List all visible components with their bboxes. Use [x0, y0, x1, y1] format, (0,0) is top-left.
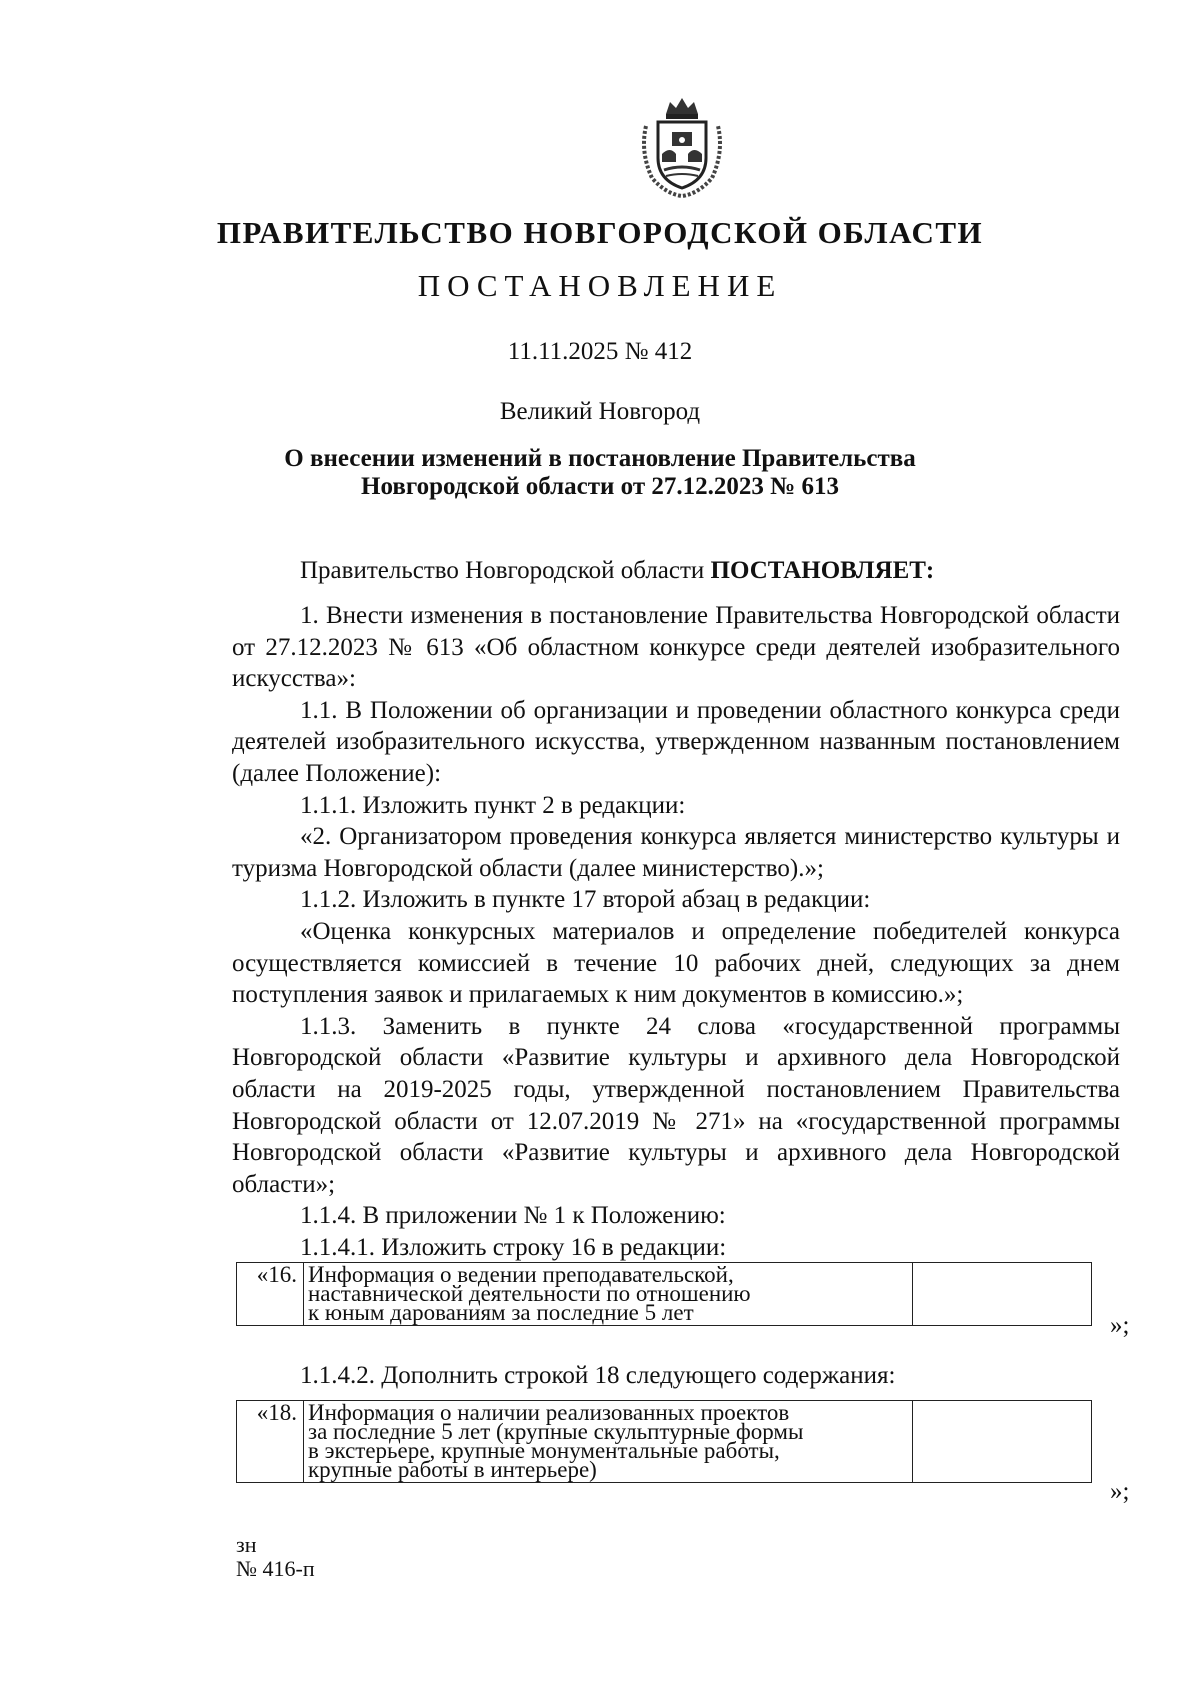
paragraph-1-1-4-1: 1.1.4.1. Изложить строку 16 в редакции: — [300, 1233, 727, 1261]
row-description — [304, 1401, 913, 1483]
organization-title: ПРАВИТЕЛЬСТВО НОВГОРОДСКОЙ ОБЛАСТИ — [216, 215, 984, 250]
row-description — [304, 1263, 913, 1326]
row-value — [913, 1263, 1092, 1326]
row-text-line: в экстерьере, крупные монументальные работы, — [308, 1438, 780, 1463]
subject-line-2: Новгородской области от 27.12.2023 № 613 — [361, 473, 839, 500]
table-row-18 — [236, 1400, 1092, 1483]
paragraph-evaluation: «Оценка конкурсных материалов и определение победителей конкурса осуществляется комиссией в течение 10 рабочих дней, следующих за днем поступления заявок и прилагаемых к ним документов в комиссию.»; — [232, 917, 1120, 1009]
row-value — [913, 1401, 1092, 1483]
row-text-line: Информация о ведении преподавательской, — [308, 1262, 734, 1287]
resolution-body-continued — [232, 1360, 1120, 1392]
resolution-intro — [300, 557, 934, 585]
paragraph-1: 1. Внести изменения в постановление Правительства Новгородской области от 27.12.2023 № 613 «Об областном конкурсе среди деятелей изобразительного искусства»: — [232, 602, 1120, 693]
paragraph-point-2: «2. Организатором проведения конкурса является министерство культуры и туризма Новгородской области (далее министерство).»; — [232, 823, 1120, 882]
row-text-line: за последние 5 лет (крупные скульптурные формы — [308, 1419, 804, 1444]
table-row — [237, 1263, 1092, 1326]
paragraph-1-1-4-2: 1.1.4.2. Дополнить строкой 18 следующего содержания: — [300, 1362, 896, 1389]
row-text-line: к юным дарованиям за последние 5 лет — [308, 1300, 694, 1325]
paragraph-1-1-1: 1.1.1. Изложить пункт 2 в редакции: — [300, 791, 686, 819]
resolution-body — [232, 600, 1120, 1263]
footer-initials: зн — [236, 1532, 257, 1557]
row-number: «16. — [237, 1263, 304, 1326]
intro-decree-word: ПОСТАНОВЛЯЕТ: — [710, 557, 935, 584]
footer-ref-number: № 416-п — [236, 1556, 315, 1581]
document-city: Великий Новгород — [499, 398, 701, 425]
table-closing-quote: »; — [1110, 1312, 1130, 1339]
subject-line-1: О внесении изменений в постановление Правительства — [284, 445, 916, 472]
paragraph-1-1-3: 1.1.3. Заменить в пункте 24 слова «государственной программы Новгородской области «Развитие культуры и архивного дела Новгородской области на 2019-2025 годы, утвержденной постановлением Правительства Новгородской области от 12.07.2019 № 271» на «государственной программы Новгородской области «Развитие культуры и архивного дела Новгородской области»; — [232, 1012, 1120, 1198]
row-number: «18. — [237, 1401, 304, 1483]
intro-text: Правительство Новгородской области — [300, 557, 711, 584]
table-closing-quote: »; — [1110, 1478, 1130, 1505]
document-subject — [0, 445, 1200, 501]
paragraph-1-1-2: 1.1.2. Изложить в пункте 17 второй абзац в редакции: — [300, 886, 871, 914]
document-date-number: 11.11.2025 № 412 — [507, 338, 693, 365]
paragraph-1-1-4: 1.1.4. В приложении № 1 к Положению: — [300, 1202, 726, 1230]
novgorod-coat-of-arms-icon — [636, 92, 728, 200]
row-text-line: наставнической деятельности по отношению — [308, 1281, 751, 1306]
row-text-line: крупные работы в интерьере) — [308, 1457, 597, 1482]
document-type: ПОСТАНОВЛЕНИЕ — [417, 268, 783, 303]
paragraph-1-1: 1.1. В Положении об организации и проведении областного конкурса среди деятелей изобразительного искусства, утвержденном названным постановлением (далее Положение): — [232, 696, 1120, 787]
table-row — [237, 1401, 1092, 1483]
row-text-line: Информация о наличии реализованных проектов — [308, 1400, 790, 1425]
table-row-16 — [236, 1262, 1092, 1326]
